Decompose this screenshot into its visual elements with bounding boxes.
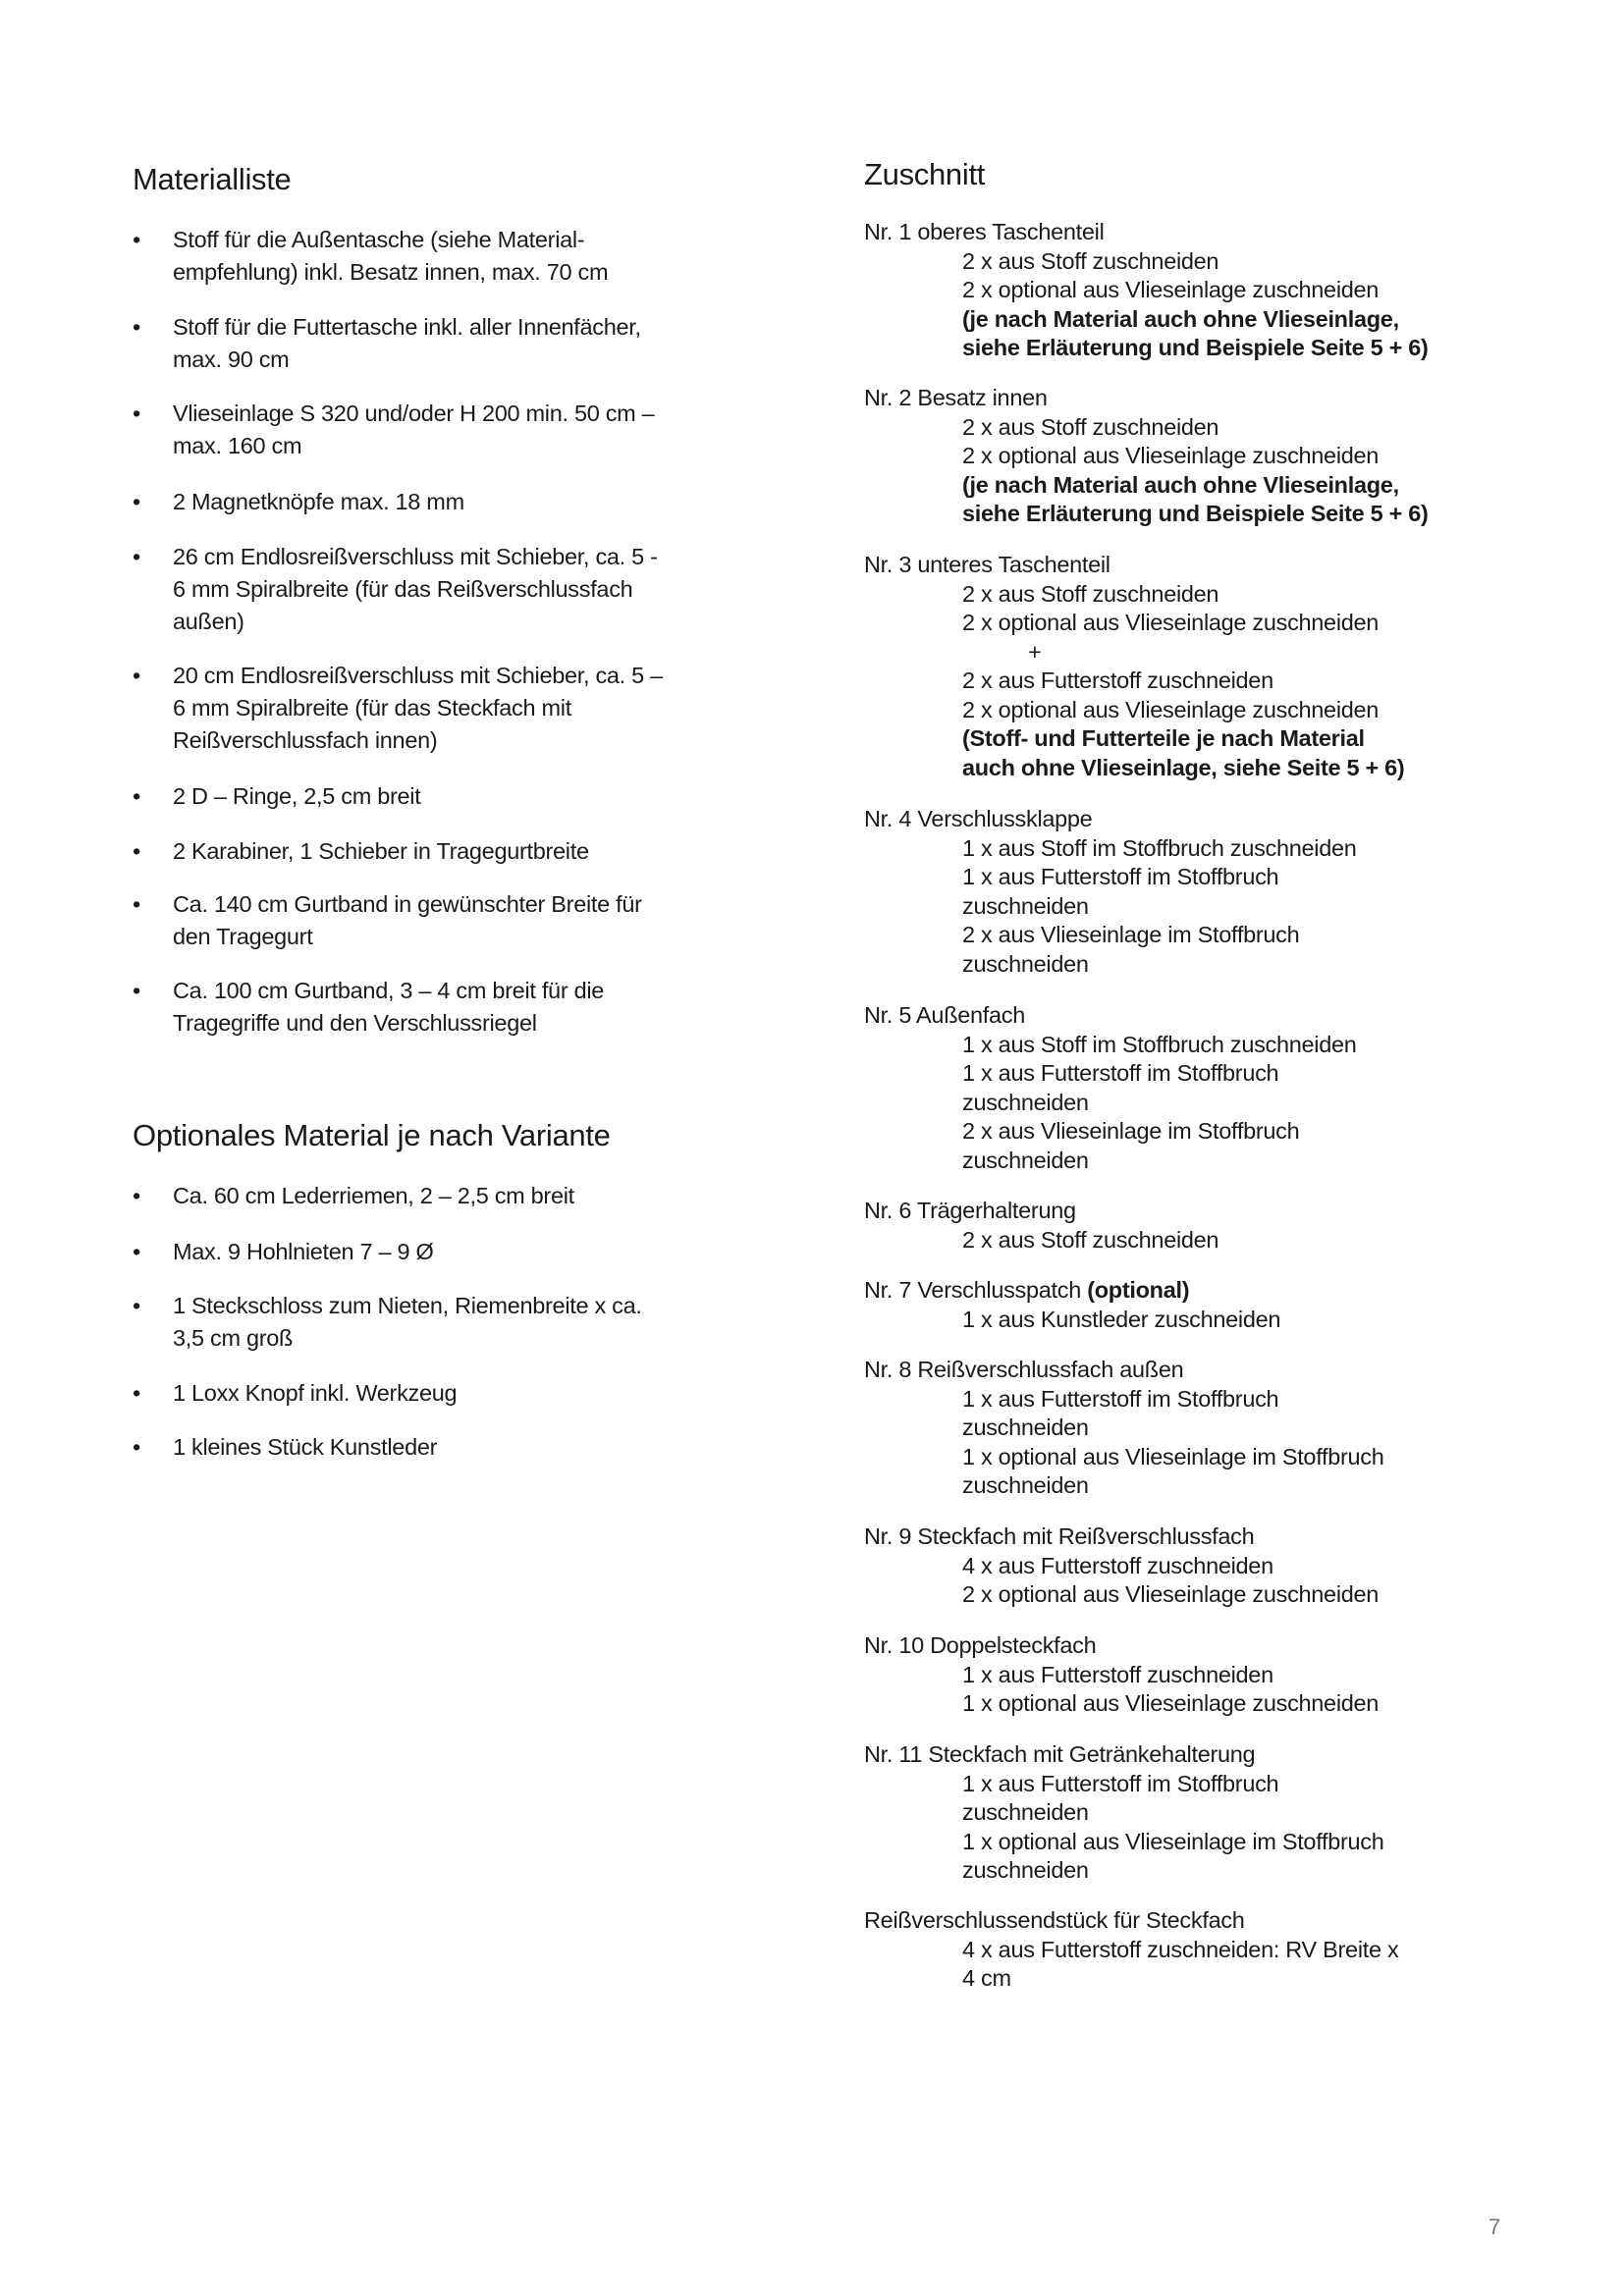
bullet-icon: • [133, 227, 140, 252]
cutting-section-title [864, 805, 1357, 834]
cutting-instruction: 2 x aus Futterstoff zuschneiden [962, 667, 1273, 693]
bullet-text [173, 398, 654, 462]
cutting-instruction: 2 x aus Vlieseinlage im Stoffbruch [962, 922, 1300, 947]
cutting-instruction: 1 x aus Stoff im Stoffbruch zuschneiden [962, 1031, 1357, 1057]
bullet-text-line: 20 cm Endlosreißverschluss mit Schieber, ca. 5 – [173, 663, 663, 688]
cutting-instruction: 2 x optional aus Vlieseinlage zuschneiden [962, 1581, 1380, 1607]
cutting-instruction: 2 x optional aus Vlieseinlage zuschneiden [962, 696, 1380, 722]
section-title-text: Nr. 10 Doppelsteckfach [864, 1632, 1097, 1658]
cutting-section [864, 1631, 1379, 1719]
section-title-text: Nr. 1 oberes Taschenteil [864, 219, 1105, 244]
bullet-icon: • [133, 663, 140, 688]
bullet-icon: • [133, 783, 140, 809]
cutting-instruction: auch ohne Vlieseinlage, siehe Seite 5 + 6) [962, 754, 1405, 780]
bullet-text-line: außen) [173, 609, 244, 634]
bullet-icon: • [133, 891, 140, 917]
section-title-bold: (optional) [1087, 1277, 1190, 1303]
bullet-icon: • [133, 314, 140, 340]
cutting-instruction: 2 x aus Stoff zuschneiden [962, 247, 1219, 274]
bullet-text-line: den Tragegurt [173, 924, 313, 949]
section-title-text: Nr. 3 unteres Taschenteil [864, 552, 1110, 577]
cutting-instruction: 1 x aus Futterstoff im Stoffbruch [962, 1060, 1279, 1086]
cutting-section-title [864, 1906, 1398, 1936]
cutting-instruction: siehe Erläuterung und Beispiele Seite 5 + 6) [962, 335, 1429, 360]
cutting-section-title [864, 1276, 1280, 1306]
cutting-section-title [864, 551, 1404, 580]
cutting-instruction: 4 cm [962, 1965, 1011, 1991]
cutting-section-title [864, 1001, 1357, 1031]
bullet-text-line: Reißverschlussfach innen) [173, 727, 438, 753]
cutting-instruction: zuschneiden [962, 1147, 1089, 1173]
cutting-instruction: 2 x optional aus Vlieseinlage zuschneiden [962, 610, 1380, 635]
bullet-text-line: 1 kleines Stück Kunstleder [173, 1434, 438, 1460]
cutting-instruction: (je nach Material auch ohne Vlieseinlage, [962, 471, 1399, 498]
cutting-instruction: 1 x optional aus Vlieseinlage im Stoffbruch [962, 1443, 1384, 1469]
bullet-text-line: 2 Magnetknöpfe max. 18 mm [173, 489, 464, 514]
cutting-section [864, 1522, 1379, 1610]
cutting-instruction: (je nach Material auch ohne Vlieseinlage, [962, 305, 1399, 332]
cutting-section-title [864, 1522, 1379, 1552]
cutting-section-title [864, 1197, 1218, 1226]
cutting-instruction: 1 x aus Futterstoff im Stoffbruch [962, 1770, 1279, 1796]
cutting-instruction: zuschneiden [962, 1857, 1089, 1883]
materialliste-heading: Materialliste [133, 162, 292, 196]
bullet-text-line: Stoff für die Außentasche (siehe Material- [173, 227, 585, 252]
bullet-text-line: 1 Steckschloss zum Nieten, Riemenbreite x ca. [173, 1293, 642, 1318]
cutting-section [864, 551, 1404, 782]
bullet-icon: • [133, 544, 140, 569]
cutting-instruction: + [1028, 638, 1042, 665]
cutting-instruction: 1 x aus Kunstleder zuschneiden [962, 1306, 1281, 1332]
cutting-instruction: 1 x aus Futterstoff im Stoffbruch [962, 864, 1279, 889]
bullet-text [173, 1180, 574, 1212]
bullet-text [173, 835, 589, 868]
section-title-text: Nr. 11 Steckfach mit Getränkehalterung [864, 1741, 1256, 1767]
cutting-section [864, 1197, 1218, 1255]
cutting-instruction: 2 x aus Stoff zuschneiden [962, 580, 1219, 607]
cutting-section [864, 1906, 1398, 1994]
bullet-text-line: Stoff für die Futtertasche inkl. aller Innenfächer, [173, 314, 641, 340]
bullet-text-line: 2 Karabiner, 1 Schieber in Tragegurtbreite [173, 838, 589, 864]
cutting-section-title [864, 384, 1429, 413]
bullet-icon: • [133, 1434, 140, 1460]
cutting-section [864, 1740, 1384, 1886]
optional-heading: Optionales Material je nach Variante [133, 1118, 611, 1152]
cutting-instruction: 1 x aus Stoff im Stoffbruch zuschneiden [962, 834, 1357, 861]
cutting-instruction: 2 x optional aus Vlieseinlage zuschneiden [962, 443, 1380, 468]
bullet-icon: • [133, 1293, 140, 1318]
cutting-instruction: zuschneiden [962, 892, 1089, 919]
cutting-instruction: zuschneiden [962, 1415, 1089, 1440]
bullet-text-line: max. 160 cm [173, 433, 302, 458]
bullet-text [173, 1377, 457, 1410]
cutting-instruction: zuschneiden [962, 1089, 1089, 1115]
cutting-instruction: zuschneiden [962, 1799, 1089, 1825]
bullet-text [173, 224, 608, 289]
cutting-section [864, 1356, 1384, 1501]
cutting-instruction: 1 x optional aus Vlieseinlage zuschneiden [962, 1690, 1380, 1716]
section-title-text: Nr. 4 Verschlussklappe [864, 806, 1093, 831]
cutting-section [864, 1276, 1280, 1334]
bullet-text-line: 6 mm Spiralbreite (für das Reißverschlussfach [173, 576, 633, 602]
bullet-icon: • [133, 1183, 140, 1208]
cutting-section [864, 384, 1429, 529]
bullet-text [173, 660, 663, 757]
bullet-icon: • [133, 1239, 140, 1264]
cutting-instruction: 4 x aus Futterstoff zuschneiden [962, 1552, 1273, 1578]
bullet-icon: • [133, 978, 140, 1003]
cutting-section-title [864, 1740, 1384, 1770]
cutting-section-title [864, 1356, 1384, 1385]
bullet-text-line: Max. 9 Hohlnieten 7 – 9 Ø [173, 1239, 434, 1264]
bullet-icon: • [133, 400, 140, 426]
bullet-text-line: Ca. 60 cm Lederriemen, 2 – 2,5 cm breit [173, 1183, 574, 1208]
cutting-instruction: 2 x optional aus Vlieseinlage zuschneiden [962, 277, 1380, 302]
bullet-text [173, 541, 658, 638]
cutting-instruction: 4 x aus Futterstoff zuschneiden: RV Breite x [962, 1936, 1399, 1962]
cutting-instruction: 2 x aus Stoff zuschneiden [962, 1226, 1219, 1253]
section-title-text: Reißverschlussendstück für Steckfach [864, 1907, 1245, 1933]
cutting-instruction: 1 x aus Futterstoff zuschneiden [962, 1661, 1273, 1687]
section-title-text: Nr. 6 Trägerhalterung [864, 1198, 1076, 1223]
cutting-section [864, 1001, 1357, 1175]
cutting-section [864, 805, 1357, 979]
cutting-section-title [864, 1631, 1379, 1661]
zuschnitt-heading: Zuschnitt [864, 157, 986, 191]
bullet-text-line: Tragegriffe und den Verschlussriegel [173, 1010, 537, 1036]
bullet-text-line: 2 D – Ringe, 2,5 cm breit [173, 783, 421, 809]
bullet-text-line: 1 Loxx Knopf inkl. Werkzeug [173, 1380, 458, 1406]
bullet-text [173, 486, 464, 518]
bullet-text [173, 1236, 434, 1268]
bullet-text-line: 26 cm Endlosreißverschluss mit Schieber, ca. 5 - [173, 544, 658, 569]
cutting-instruction: 2 x aus Vlieseinlage im Stoffbruch [962, 1118, 1300, 1144]
cutting-section [864, 218, 1429, 363]
bullet-icon: • [133, 838, 140, 864]
cutting-instruction: 1 x aus Futterstoff im Stoffbruch [962, 1385, 1279, 1412]
bullet-text [173, 1431, 437, 1464]
bullet-text-line: max. 90 cm [173, 347, 290, 372]
cutting-instruction: zuschneiden [962, 1472, 1089, 1498]
section-title-text: Nr. 5 Außenfach [864, 1002, 1026, 1028]
cutting-instruction: (Stoff- und Futterteile je nach Material [962, 725, 1365, 751]
section-title-text: Nr. 8 Reißverschlussfach außen [864, 1357, 1184, 1382]
bullet-text [173, 888, 642, 953]
bullet-text-line: Vlieseinlage S 320 und/oder H 200 min. 50 cm – [173, 400, 655, 426]
section-title-text: Nr. 9 Steckfach mit Reißverschlussfach [864, 1523, 1255, 1549]
bullet-text-line: empfehlung) inkl. Besatz innen, max. 70 cm [173, 259, 609, 285]
bullet-text [173, 1290, 642, 1355]
cutting-instruction: 1 x optional aus Vlieseinlage im Stoffbruch [962, 1828, 1384, 1854]
bullet-text [173, 780, 420, 813]
cutting-instruction: siehe Erläuterung und Beispiele Seite 5 + 6) [962, 501, 1429, 526]
bullet-text [173, 311, 641, 376]
bullet-icon: • [133, 489, 140, 514]
bullet-text-line: 6 mm Spiralbreite (für das Steckfach mit [173, 695, 571, 721]
bullet-icon: • [133, 1380, 140, 1406]
bullet-text-line: 3,5 cm groß [173, 1325, 294, 1351]
page-number: 7 [1489, 2215, 1501, 2239]
bullet-text [173, 975, 604, 1040]
bullet-text-line: Ca. 100 cm Gurtband, 3 – 4 cm breit für die [173, 978, 605, 1003]
cutting-instruction: 2 x aus Stoff zuschneiden [962, 413, 1219, 440]
cutting-instruction: zuschneiden [962, 950, 1089, 977]
cutting-section-title [864, 218, 1429, 247]
section-title-text: Nr. 7 Verschlusspatch [864, 1277, 1081, 1303]
section-title-text: Nr. 2 Besatz innen [864, 385, 1048, 410]
bullet-text-line: Ca. 140 cm Gurtband in gewünschter Breite für [173, 891, 642, 917]
